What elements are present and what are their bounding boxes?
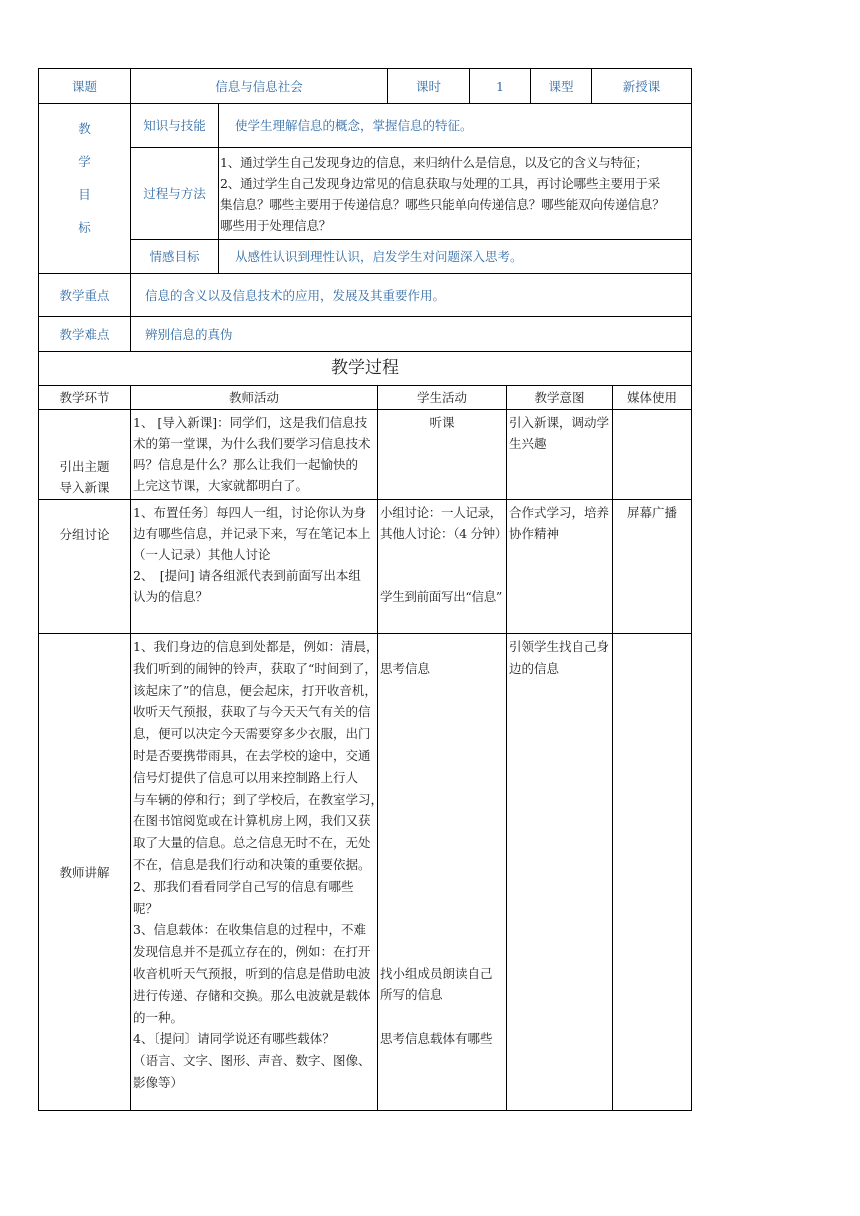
teacher-line: （一人记录）其他人讨论 bbox=[133, 547, 271, 562]
teacher-line: 4、〔提问〕请同学说还有哪些载体？ bbox=[133, 1031, 335, 1047]
student-line: 找小组成员朗读自己 bbox=[380, 965, 493, 981]
teacher-line: 我们听到的闹钟的铃声，获取了“时间到了， bbox=[133, 660, 377, 676]
student-spacer bbox=[380, 680, 504, 963]
student-line: 思考信息载体有哪些 bbox=[380, 1030, 493, 1046]
teaching-process-table bbox=[38, 351, 692, 1111]
teacher-line: 信号灯提供了信息可以用来控制路上行人 bbox=[133, 769, 359, 785]
teacher-activity-cell bbox=[131, 410, 378, 500]
hours-label: 课时 bbox=[388, 69, 470, 104]
teacher-line: 术的第一堂课，为什么我们要学习信息技术 bbox=[133, 436, 371, 451]
column-header-student: 学生活动 bbox=[378, 386, 507, 410]
intent-cell bbox=[507, 410, 613, 500]
teaching-process-title: 教学过程 bbox=[39, 352, 692, 386]
teacher-line: 时是否要携带雨具，在去学校的途中，交通 bbox=[133, 747, 371, 763]
stage-cell bbox=[39, 634, 131, 1111]
teacher-line: 发现信息并不是孤立存在的，例如：在打开 bbox=[133, 944, 371, 960]
teacher-line: （语言、文字、图形、声音、数字、图像、 bbox=[133, 1053, 371, 1069]
teacher-line: 收音机听天气预报，听到的信息是借助电波 bbox=[133, 965, 371, 981]
teacher-line: 取了大量的信息。总之信息无时不在，无处 bbox=[133, 835, 371, 851]
stage-line: 引出主题 bbox=[59, 459, 110, 474]
column-header-intent: 教学意图 bbox=[507, 386, 613, 410]
teacher-line: 认为的信息？ bbox=[133, 589, 209, 604]
teacher-line: 该起床了”的信息，便会起床，打开收音机， bbox=[133, 682, 377, 698]
intent-line: 协作精神 bbox=[509, 526, 560, 541]
table-row bbox=[39, 634, 692, 1111]
table-row bbox=[39, 500, 692, 634]
process-method-line: 哪些用于处理信息？ bbox=[220, 217, 332, 233]
media-cell bbox=[613, 410, 692, 500]
teacher-line: 边有哪些信息，并记录下来，写在笔记本上 bbox=[133, 526, 371, 541]
process-method-line: 集信息？哪些主要用于传递信息？哪些只能单向传递信息？哪些能双向传递信息？ bbox=[220, 196, 665, 212]
teacher-activity-cell bbox=[131, 634, 384, 1111]
difficulty-text: 辨别信息的真伪 bbox=[131, 317, 692, 352]
process-method-line: 1、通过学生自己发现身边的信息，来归纳什么是信息，以及它的含义与特征； bbox=[220, 154, 648, 170]
teacher-line: 上完这节课，大家就都明白了。 bbox=[133, 478, 309, 493]
student-line: 小组讨论：一人记录， bbox=[380, 505, 503, 520]
teacher-line: 2、那我们看看同学自己写的信息有哪些 bbox=[133, 878, 354, 894]
student-activity-cell bbox=[378, 634, 507, 1111]
key-point-text: 信息的含义以及信息技术的应用，发展及其重要作用。 bbox=[131, 274, 692, 317]
lesson-info-table bbox=[38, 68, 692, 352]
student-line: 所写的信息 bbox=[380, 987, 443, 1003]
teacher-line: 进行传递、存储和交换。那么电波就是载体 bbox=[133, 987, 371, 1003]
media-cell bbox=[613, 634, 692, 1111]
knowledge-skill-label: 知识与技能 bbox=[131, 104, 219, 148]
process-method-line: 2、通过学生自己发现身边常见的信息获取与处理的工具，再讨论哪些主要用于采 bbox=[220, 175, 661, 191]
student-activity-cell bbox=[378, 500, 507, 634]
stage-line: 教师讲解 bbox=[59, 864, 110, 880]
teacher-line: 呢？ bbox=[133, 900, 159, 916]
teacher-line: 不在，信息是我们行动和决策的重要依据。 bbox=[133, 856, 371, 872]
teacher-line: 影像等） bbox=[133, 1074, 184, 1090]
student-line: 听课 bbox=[429, 415, 455, 430]
teacher-line: 收听天气预报，获取了与今天天气有关的信 bbox=[133, 704, 371, 720]
column-header-stage: 教学环节 bbox=[39, 386, 131, 410]
teacher-line: 1、布置任务〕每四人一组，讨论你认为身 bbox=[133, 505, 366, 520]
process-method-text bbox=[219, 148, 692, 240]
teacher-line: 的一种。 bbox=[133, 1009, 184, 1025]
stage-cell bbox=[39, 410, 131, 500]
knowledge-skill-text: 使学生理解信息的概念，掌握信息的特征。 bbox=[219, 104, 692, 148]
media-cell: 屏幕广播 bbox=[613, 500, 692, 634]
table-row bbox=[39, 410, 692, 500]
student-line: 思考信息 bbox=[380, 660, 431, 676]
topic-value: 信息与信息社会 bbox=[131, 69, 388, 104]
goals-label-char: 标 bbox=[78, 220, 91, 235]
student-line: 其他人讨论：（4 分钟） bbox=[380, 526, 508, 541]
key-point-label: 教学重点 bbox=[39, 274, 131, 317]
column-header-media: 媒体使用 bbox=[613, 386, 692, 410]
intent-cell bbox=[507, 634, 613, 1111]
teacher-line: 1、 [导入新课]：同学们，这是我们信息技 bbox=[133, 415, 368, 430]
goals-label-char: 学 bbox=[78, 154, 91, 169]
teacher-line: 2、 [提问] 请各组派代表到前面写出本组 bbox=[133, 568, 361, 583]
teaching-goals-label bbox=[39, 104, 131, 274]
student-line bbox=[380, 565, 504, 586]
column-header-teacher: 教师活动 bbox=[131, 386, 378, 410]
student-spacer bbox=[380, 1006, 504, 1028]
intent-line: 边的信息 bbox=[509, 660, 560, 676]
student-activity-cell bbox=[378, 410, 507, 500]
stage-cell bbox=[39, 500, 131, 634]
teacher-activity-cell bbox=[131, 500, 378, 634]
teacher-line: 与车辆的停和行；到了学校后，在教室学习， bbox=[133, 791, 384, 807]
topic-label: 课题 bbox=[39, 69, 131, 104]
stage-line: 导入新课 bbox=[59, 480, 110, 495]
goals-label-char: 目 bbox=[78, 187, 91, 202]
student-line: 学生到前面写出“信息” bbox=[380, 589, 502, 604]
intent-line: 生兴趣 bbox=[509, 436, 547, 451]
stage-line: 分组讨论 bbox=[59, 527, 110, 542]
emotion-goal-text: 从感性认识到理性认识，启发学生对问题深入思考。 bbox=[219, 240, 692, 274]
teacher-line: 息，便可以决定今天需要穿多少衣服，出门 bbox=[133, 726, 371, 742]
emotion-goal-label: 情感目标 bbox=[131, 240, 219, 274]
teacher-line: 在图书馆阅览或在计算机房上网，我们又获 bbox=[133, 813, 371, 829]
intent-line: 引领学生找自己身 bbox=[509, 639, 610, 654]
teacher-line: 3、信息载体：在收集信息的过程中，不难 bbox=[133, 922, 366, 938]
intent-line: 引入新课，调动学 bbox=[509, 415, 610, 430]
intent-cell bbox=[507, 500, 613, 634]
process-method-label: 过程与方法 bbox=[131, 148, 219, 240]
goals-label-char: 教 bbox=[78, 121, 91, 136]
intent-line: 合作式学习，培养 bbox=[509, 505, 610, 520]
type-label: 课型 bbox=[531, 69, 592, 104]
teacher-line: 1、我们身边的信息到处都是，例如：清晨， bbox=[133, 639, 379, 654]
teacher-line: 吗？信息是什么？那么让我们一起愉快的 bbox=[133, 457, 359, 472]
hours-value: 1 bbox=[470, 69, 531, 104]
student-line bbox=[380, 544, 504, 565]
type-value: 新授课 bbox=[592, 69, 692, 104]
student-line bbox=[380, 636, 504, 658]
difficulty-label: 教学难点 bbox=[39, 317, 131, 352]
